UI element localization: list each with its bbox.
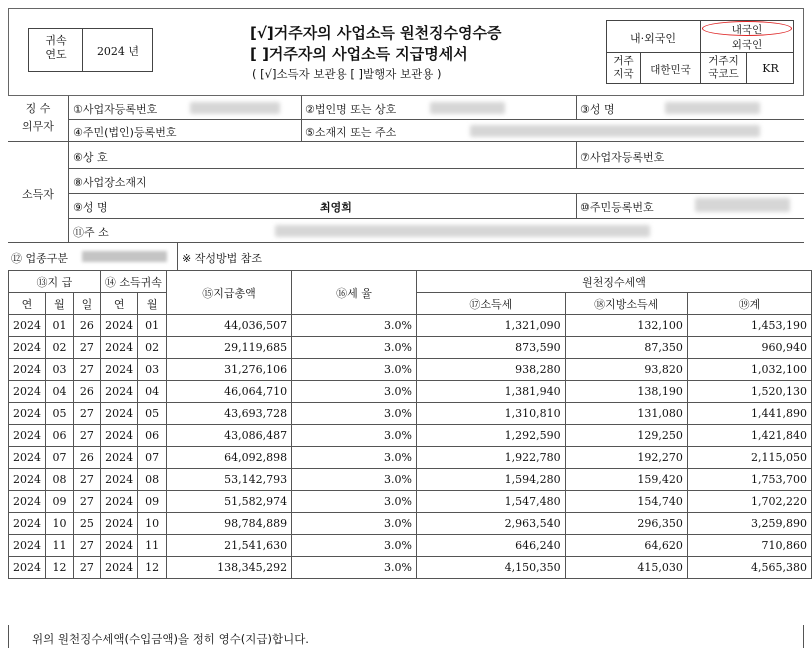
table-cell: 2024 [100,425,138,447]
table-cell: 64,092,898 [166,447,291,469]
earner-name-value: 최영희 [320,201,352,214]
earner-resident-no-label: ⑩주민등록번호 [580,201,654,214]
residence-label: 거주 지국 [613,55,634,80]
table-row [9,513,812,535]
table-cell: 1,381,940 [416,381,565,403]
table-cell: 25 [73,513,100,535]
sum-header: ⑲계 [687,293,811,315]
subtitle: ( [√]소득자 보관용 [ ]발행자 보관용 ) [252,67,442,81]
table-cell: 11 [46,535,74,557]
payer-section-label: 징 수 의무자 [22,102,54,133]
table-cell: 3.0% [292,535,417,557]
table-cell: 2024 [100,403,138,425]
industry-note: ※ 작성방법 참조 [182,252,262,265]
payer-reg-no-label: ①사업자등록번호 [73,103,158,116]
table-cell: 3.0% [292,403,417,425]
table-cell: 3.0% [292,425,417,447]
table-cell: 29,119,685 [166,337,291,359]
table-cell: 296,350 [565,513,687,535]
table-cell: 12 [138,557,166,579]
table-row [9,557,812,579]
earner-trade-name-label: ⑥상 호 [73,151,108,164]
payer-corp-reg-no-label: ④주민(법인)등록번호 [73,126,177,139]
table-cell: 129,250 [565,425,687,447]
table-cell: 3.0% [292,315,417,337]
table-cell: 2024 [100,535,138,557]
table-cell: 3.0% [292,381,417,403]
table-cell: 1,753,700 [687,469,811,491]
table-cell: 26 [73,447,100,469]
table-cell: 07 [46,447,74,469]
table-cell: 3.0% [292,513,417,535]
total-header: ⑮지급총액 [166,271,291,315]
table-cell: 1,321,090 [416,315,565,337]
table-cell: 2024 [100,469,138,491]
table-cell: 27 [73,469,100,491]
earner-section-label: 소득자 [22,188,54,201]
table-row [9,447,812,469]
table-cell: 10 [46,513,74,535]
table-cell: 2,963,540 [416,513,565,535]
payer-name-redacted [665,102,760,114]
table-cell: 64,620 [565,535,687,557]
table-cell: 4,565,380 [687,557,811,579]
table-cell: 1,547,480 [416,491,565,513]
table-cell: 27 [73,535,100,557]
table-cell: 2024 [9,491,46,513]
table-cell: 2024 [100,337,138,359]
earner-address-label: ⑪주 소 [73,226,109,239]
table-cell: 646,240 [416,535,565,557]
year-value: 2024 년 [96,45,140,58]
nationality-domestic: 내국인 [731,24,763,36]
table-cell: 03 [46,359,74,381]
table-row [9,315,812,337]
payer-name-label: ③성 명 [580,103,615,116]
table-cell: 01 [138,315,166,337]
table-cell: 10 [138,513,166,535]
table-row [9,403,812,425]
table-row [9,381,812,403]
table-cell: 02 [46,337,74,359]
table-cell: 43,086,487 [166,425,291,447]
table-cell: 2024 [100,359,138,381]
payment-table [8,270,812,579]
earner-address-redacted [275,225,650,237]
table-cell: 87,350 [565,337,687,359]
table-cell: 938,280 [416,359,565,381]
table-cell: 1,594,280 [416,469,565,491]
nationality-label: 내·외국인 [629,32,676,45]
table-cell: 1,922,780 [416,447,565,469]
table-cell: 26 [73,315,100,337]
title-line-1: [√]거주자의 사업소득 원천징수영수증 [250,24,502,42]
residence-value: 대한민국 [650,64,691,76]
table-cell: 1,032,100 [687,359,811,381]
table-cell: 09 [138,491,166,513]
table-cell: 27 [73,491,100,513]
table-cell: 138,345,292 [166,557,291,579]
footer-statement: 위의 원천징수세액(수입금액)을 정히 영수(지급)합니다. [32,632,309,646]
table-cell: 2024 [100,447,138,469]
table-cell: 09 [46,491,74,513]
table-cell: 2024 [9,315,46,337]
table-cell: 01 [46,315,74,337]
attr-month-header: 월 [138,293,166,315]
table-cell: 2024 [9,469,46,491]
table-cell: 02 [138,337,166,359]
table-cell: 2024 [9,535,46,557]
table-cell: 2,115,050 [687,447,811,469]
table-cell: 51,582,974 [166,491,291,513]
payer-address-label: ⑤소재지 또는 주소 [305,126,397,139]
table-cell: 3.0% [292,469,417,491]
earner-resident-no-redacted [695,198,790,212]
pay-day-header: 일 [73,293,100,315]
table-row [9,425,812,447]
table-cell: 08 [138,469,166,491]
table-cell: 44,036,507 [166,315,291,337]
income-tax-header: ⑰소득세 [416,293,565,315]
attribution-header: ⑭ 소득귀속 [100,271,166,293]
table-cell: 2024 [100,491,138,513]
table-cell: 1,520,130 [687,381,811,403]
table-cell: 27 [73,403,100,425]
table-row [9,359,812,381]
year-label: 귀속 연도 [45,34,67,61]
table-cell: 4,150,350 [416,557,565,579]
table-cell: 415,030 [565,557,687,579]
table-cell: 3.0% [292,337,417,359]
table-cell: 06 [138,425,166,447]
table-cell: 1,310,810 [416,403,565,425]
table-cell: 1,441,890 [687,403,811,425]
table-row [9,337,812,359]
table-cell: 46,064,710 [166,381,291,403]
table-cell: 27 [73,359,100,381]
payer-corp-name-redacted [430,102,505,114]
payer-corp-name-label: ②법인명 또는 상호 [305,103,397,116]
table-cell: 2024 [9,337,46,359]
earner-biz-reg-no-label: ⑦사업자등록번호 [580,151,665,164]
table-row [9,469,812,491]
nationality-foreign: 외국인 [731,39,763,51]
title-line-2: [ ]거주자의 사업소득 지급명세서 [250,45,468,63]
table-cell: 05 [46,403,74,425]
table-cell: 3.0% [292,359,417,381]
table-cell: 1,702,220 [687,491,811,513]
table-cell: 43,693,728 [166,403,291,425]
table-cell: 2024 [9,381,46,403]
table-cell: 2024 [100,315,138,337]
table-cell: 07 [138,447,166,469]
table-cell: 27 [73,557,100,579]
table-cell: 3.0% [292,491,417,513]
local-tax-header: ⑱지방소득세 [565,293,687,315]
table-cell: 12 [46,557,74,579]
table-cell: 08 [46,469,74,491]
table-cell: 98,784,889 [166,513,291,535]
table-cell: 04 [138,381,166,403]
table-cell: 710,860 [687,535,811,557]
industry-label: ⑫ 업종구분 [11,252,69,265]
table-cell: 03 [138,359,166,381]
pay-header: ⑬지 급 [9,271,101,293]
table-cell: 1,453,190 [687,315,811,337]
table-cell: 06 [46,425,74,447]
table-cell: 93,820 [565,359,687,381]
table-cell: 11 [138,535,166,557]
table-cell: 2024 [9,557,46,579]
table-cell: 53,142,793 [166,469,291,491]
table-cell: 873,590 [416,337,565,359]
earner-biz-address-label: ⑧사업장소재지 [73,176,147,189]
table-cell: 31,276,106 [166,359,291,381]
pay-month-header: 월 [46,293,74,315]
rate-header: ⑯세 율 [292,271,417,315]
table-cell: 2024 [9,403,46,425]
table-cell: 192,270 [565,447,687,469]
table-row [9,535,812,557]
pay-year-header: 연 [9,293,46,315]
earner-name-label: ⑨성 명 [73,201,108,214]
table-cell: 3.0% [292,557,417,579]
table-cell: 27 [73,337,100,359]
industry-code-redacted [82,251,167,262]
table-cell: 2024 [9,513,46,535]
withholding-header: 원천징수세액 [416,271,811,293]
table-cell: 05 [138,403,166,425]
table-cell: 2024 [9,359,46,381]
table-cell: 154,740 [565,491,687,513]
payer-reg-no-redacted [190,102,280,114]
residence-code-value: KR [762,62,779,75]
table-cell: 1,292,590 [416,425,565,447]
table-cell: 2024 [100,381,138,403]
table-cell: 2024 [100,557,138,579]
residence-code-label: 거주지 국코드 [708,55,739,80]
table-cell: 132,100 [565,315,687,337]
table-cell: 1,421,840 [687,425,811,447]
payer-address-redacted [470,125,760,137]
table-cell: 159,420 [565,469,687,491]
table-cell: 2024 [9,425,46,447]
table-cell: 138,190 [565,381,687,403]
table-cell: 3,259,890 [687,513,811,535]
table-row [9,491,812,513]
table-cell: 2024 [9,447,46,469]
table-cell: 960,940 [687,337,811,359]
table-cell: 21,541,630 [166,535,291,557]
table-cell: 131,080 [565,403,687,425]
table-cell: 04 [46,381,74,403]
table-cell: 2024 [100,513,138,535]
table-cell: 26 [73,381,100,403]
attr-year-header: 연 [100,293,138,315]
table-cell: 27 [73,425,100,447]
table-cell: 3.0% [292,447,417,469]
